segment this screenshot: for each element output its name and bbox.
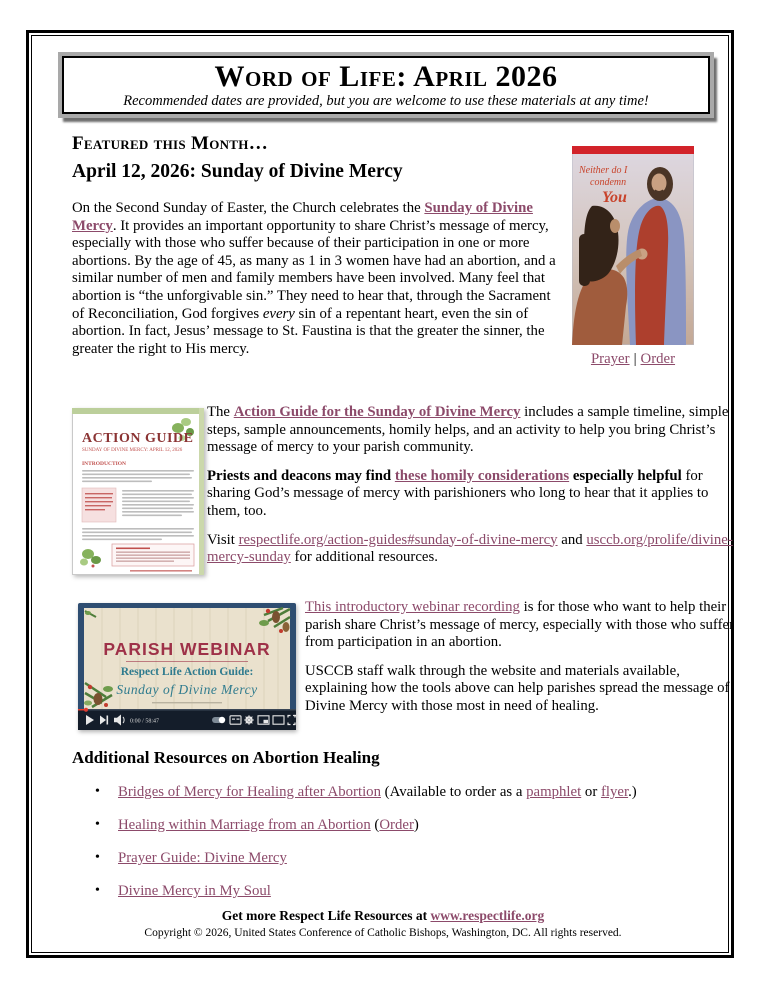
guide-title: ACTION GUIDE: [82, 431, 194, 446]
bullet-icon: •: [95, 883, 100, 898]
respectlife-link[interactable]: www.respectlife.org: [430, 908, 545, 923]
video-control-bar: [78, 708, 296, 730]
featured-heading: April 12, 2026: Sunday of Divine Mercy: [72, 161, 403, 182]
page-subtitle: Recommended dates are provided, but you are welcome to use these materials at any time!: [123, 93, 649, 109]
action-guide-link[interactable]: Action Guide for the Sunday of Divine Mercy: [233, 404, 521, 420]
list-item: [95, 816, 723, 834]
resource-list: [95, 783, 723, 915]
flyer-link[interactable]: flyer: [600, 784, 629, 800]
header-banner: [62, 56, 710, 114]
bridges-of-mercy-link[interactable]: Bridges of Mercy for Healing after Abortion: [118, 784, 381, 800]
guide-green-top: [72, 408, 204, 414]
guide-p2-text: for sharing God’s message of mercy with parishioners who long to hear that it applies to them, too.: [207, 467, 709, 519]
guide-section-label: INTRODUCTION: [82, 461, 127, 467]
guide-subtitle: SUNDAY OF DIVINE MERCY: APRIL 12, 2026: [82, 448, 183, 453]
webinar-paragraph-2: USCCB staff walk through the website and materials available, explaining how the tools above can help parishes spread the message of Divine Mercy with those most in need of healing.: [305, 662, 730, 714]
time-display: 0:00 / 58:47: [130, 718, 160, 725]
intro-text-3: sin of a repentant heart, even the sin of abortion. In fact, Jesus’ message to St. Faustina is that the greater the sinner, the greater the right to His mercy.: [72, 305, 545, 357]
list-item: [95, 849, 723, 867]
card-caption-line1: Neither do I: [579, 165, 628, 176]
guide-p3-text-1: Visit: [207, 531, 239, 548]
item-1-text-2: or: [581, 784, 601, 800]
intro-text-2: . It provides an important opportunity to share Christ’s message of mercy, especially with those who suffer because of their participation in one or more abortions. By the age of 45, as many as 1 in 3 women have had an abortion, and a similar number of men and family members have been involved. Many feel that abortion is “the unforgivable sin.” They need to hear that, through the Sacrament of Reconciliation, God forgives: [72, 217, 556, 322]
link-separator: |: [633, 351, 637, 367]
webinar-script-title: Sunday of Divine Mercy: [116, 682, 258, 697]
card-caption-line2: condemn: [590, 177, 627, 188]
resources-heading: Additional Resources on Abortion Healing: [72, 748, 380, 767]
guide-p2-bold-2: especially helpful: [569, 467, 682, 484]
card-caption-line3: You: [602, 189, 627, 206]
intro-paragraph: [72, 200, 564, 358]
guide-green-edge: [199, 408, 204, 575]
webinar-recording-link[interactable]: This introductory webinar recording: [305, 599, 520, 615]
prayer-link[interactable]: Prayer: [590, 351, 630, 367]
page-title: Word of Life: April 2026: [214, 60, 558, 93]
sunday-of-divine-mercy-link[interactable]: Sunday of Divine Mercy: [72, 200, 533, 234]
guide-pink-callout: [82, 488, 116, 522]
footer: [26, 908, 740, 939]
action-guide-thumbnail: [72, 408, 204, 575]
card-links: [556, 351, 710, 368]
divine-mercy-card-image: [572, 146, 694, 345]
guide-p3-text-2: and: [557, 531, 587, 548]
footer-bold-text: Get more Respect Life Resources at: [221, 908, 431, 923]
usccb-divine-mercy-link[interactable]: usccb.org/prolife/divine-mercy-sunday: [207, 531, 733, 566]
guide-bottom-box: [112, 544, 194, 566]
healing-within-marriage-link[interactable]: Healing within Marriage from an Abortion: [118, 817, 371, 833]
guide-paragraph-3: [207, 532, 739, 567]
pamphlet-link[interactable]: pamphlet: [526, 784, 582, 800]
guide-paragraph-2: [207, 468, 739, 521]
divine-mercy-soul-link[interactable]: Divine Mercy in My Soul: [118, 883, 271, 899]
webinar-paragraph-1: [305, 599, 737, 652]
list-item: [95, 882, 723, 900]
order-resource-link[interactable]: Order: [379, 817, 414, 833]
webinar-divider-line: [126, 661, 248, 662]
homily-considerations-link[interactable]: these homily considerations: [394, 467, 570, 484]
guide-p2-bold-1: Priests and deacons may find: [207, 467, 395, 484]
autoplay-toggle-icon[interactable]: [212, 717, 225, 723]
bullet-icon: •: [95, 850, 100, 865]
webinar-title: PARISH WEBINAR: [103, 639, 271, 659]
item-2-text-1: (: [370, 817, 380, 833]
webinar-p1-text: is for those who want to help their parish share Christ’s message of mercy, especially with those who suffer from participation in an abortion.: [305, 599, 735, 651]
intro-emphasis: every: [262, 305, 295, 322]
item-1-text-3: .): [628, 784, 637, 800]
respectlife-action-guides-link[interactable]: respectlife.org/action-guides#sunday-of-divine-mercy: [238, 531, 558, 548]
guide-p3-text-3: for additional resources.: [290, 549, 438, 566]
webinar-text: [305, 599, 737, 727]
item-2-text-2: ): [413, 817, 419, 833]
settings-gear-icon[interactable]: [244, 715, 254, 725]
prayer-guide-link[interactable]: Prayer Guide: Divine Mercy: [118, 850, 287, 866]
featured-label: Featured this Month…: [72, 133, 268, 154]
action-guide-text: [207, 404, 739, 578]
guide-paragraph-1: [207, 404, 739, 457]
bullet-icon: •: [95, 817, 100, 832]
list-item: [95, 783, 723, 801]
guide-p1-text-1: The: [207, 404, 234, 420]
intro-text-1: On the Second Sunday of Easter, the Church celebrates the: [72, 200, 425, 216]
progress-handle[interactable]: [84, 708, 88, 712]
order-link[interactable]: Order: [640, 351, 676, 367]
item-1-text-1: (Available to order as a: [380, 784, 527, 800]
webinar-video-player[interactable]: [78, 603, 296, 730]
guide-footer-line: [130, 570, 192, 572]
guide-p1-text-2: includes a sample timeline, simple steps, sample announcements, homily helps, and an activity to help you bring Christ’s message of mercy to your parish community.: [207, 404, 729, 456]
webinar-subtitle: Respect Life Action Guide:: [120, 666, 254, 678]
card-red-stripe: [572, 146, 694, 154]
webinar-credit-line: [152, 702, 222, 703]
bullet-icon: •: [95, 784, 100, 799]
footer-main: [26, 908, 740, 924]
copyright-text: Copyright © 2026, United States Conference of Catholic Bishops, Washington, DC. All rights reserved.: [144, 927, 622, 939]
progress-track[interactable]: [78, 709, 296, 711]
